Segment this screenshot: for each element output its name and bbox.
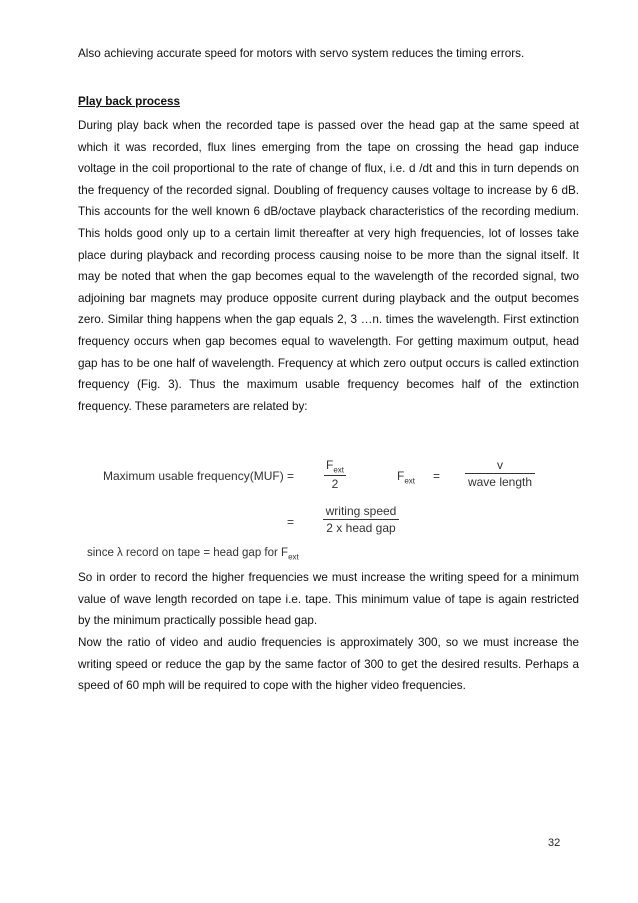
v-over-wavelength-fraction xyxy=(465,458,535,489)
playback-paragraph: During play back when the recorded tape is passed over the head gap at the same speed at which it was recorded, flux lines emerging from the tape on crossing the head gap induce voltage in the coil proportional to the rate of change of flux, i.e. d /dt and this in turn depends on the frequency of the recorded signal. Doubling of frequency causes voltage to increase by 6 dB. This accounts for the well known 6 dB/octave playback characteristics of the recording medium. This holds good only up to a certain limit thereafter at very high frequencies, lot of losses take place during playback and recording process causing noise to be more than the signal itself. It may be noted that when the gap becomes equal to the wavelength of the recorded signal, two adjoining bar magnets may produce opposite current during playback and the output becomes zero. Similar thing happens when the gap equals 2, 3 …n. times the wavelength. First extinction frequency occurs when gap becomes equal to wavelength. For getting maximum output, head gap has to be one half of wavelength. Frequency at which zero output occurs is called extinction frequency (Fig. 3). Thus the maximum usable frequency becomes half of the extinction frequency. These parameters are related by: xyxy=(78,119,579,413)
wavelength-denominator: wave length xyxy=(467,475,533,489)
head-gap-denominator: 2 x head gap xyxy=(326,521,396,535)
equals-sign: = xyxy=(287,469,295,483)
writing-speed-numerator: writing speed xyxy=(323,504,399,520)
muf-label: Maximum usable frequency(MUF) xyxy=(103,469,284,483)
two-denominator: 2 xyxy=(331,477,339,492)
page-number: 32 xyxy=(548,837,561,849)
writing-speed-paragraph: So in order to record the higher frequencies we must increase the writing speed for a minimum value of wave length recorded on tape i.e. tape. This minimum value of tape is again restricted by the minimum practically possible head gap. xyxy=(78,571,579,628)
v-numerator: v xyxy=(465,458,535,474)
section-heading: Play back process xyxy=(78,95,181,108)
equals-sign: = xyxy=(433,469,441,483)
fext-over-2-fraction xyxy=(324,458,346,491)
fext-numerator: $F_{ext}$ xyxy=(326,458,345,475)
writing-speed-fraction xyxy=(323,504,399,535)
muf-formula xyxy=(87,452,555,564)
fext-term: $F_{ext}$ xyxy=(397,469,416,486)
frequency-ratio-paragraph: Now the ratio of video and audio frequencies is approximately 300, so we must increase the writing speed or reduce the gap by the same factor of 300 to get the desired results. Perhaps a speed of 60 mph will be required to cope with the higher video frequencies. xyxy=(78,636,579,693)
since-lambda-line: since λ record on tape = head gap for $F_{ext}$ xyxy=(87,547,299,562)
intro-paragraph: Also achieving accurate speed for motors with servo system reduces the timing errors. xyxy=(78,47,525,60)
equals-sign: = xyxy=(287,515,295,529)
